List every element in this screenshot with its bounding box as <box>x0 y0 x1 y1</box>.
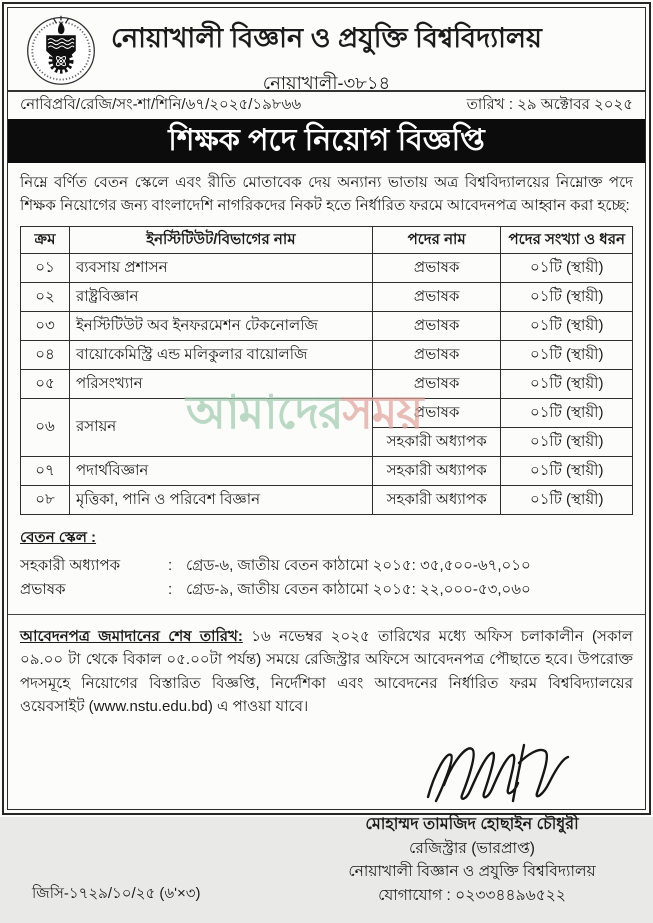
signatory-designation: রেজিস্ট্রার (ভারপ্রাপ্ত) <box>409 840 535 857</box>
salary-separator: : <box>168 557 173 574</box>
positions-table <box>20 226 633 515</box>
salary-label: প্রভাষক <box>20 581 66 598</box>
table-row <box>21 457 633 486</box>
row-count: ০১টি (স্থায়ী) <box>501 370 633 399</box>
notice-date: তারিখ : ২৯ অক্টোবর ২০২৫ <box>466 96 633 113</box>
row-serial: ০৩ <box>21 312 70 341</box>
col-header-count: পদের সংখ্যা ও ধরন <box>501 227 633 254</box>
row-post: প্রভাষক <box>372 399 501 428</box>
section-divider <box>8 614 645 615</box>
row-serial: ০৪ <box>21 341 70 370</box>
logo-initials-right: TU <box>66 29 74 36</box>
table-header-row <box>21 227 633 254</box>
table-row <box>21 312 633 341</box>
row-department: বায়োকেমিস্ট্রি এন্ড মলিকুলার বায়োলজি <box>69 341 372 370</box>
salary-value: গ্রেড-৯, জাতীয় বেতন কাঠামো ২০১৫: ২২,০০০-৫৩,০৬০ <box>186 581 531 598</box>
row-post: প্রভাষক <box>372 283 501 312</box>
logo-initials-left: NS <box>48 29 56 36</box>
nstu-seal-logo <box>24 13 98 87</box>
row-count: ০১টি (স্থায়ী) <box>501 486 633 515</box>
row-department: রসায়ন <box>69 399 372 457</box>
row-post: প্রভাষক <box>372 254 501 283</box>
salary-scale-heading: বেতন স্কেল : <box>20 529 97 546</box>
deadline-paragraph <box>20 625 633 718</box>
deadline-body: ১৬ নভেম্বর ২০২৫ তারিখের মধ্যে অফিস চলাকালীন (সকাল ০৯.০০ টা থেকে বিকাল ০৫.০০টা পর্যন্ত) সময়ে রেজিস্ট্রার অফিসে আবেদনপত্র পৌছাতে হবে। উপরোক্ত পদসমূহে নিয়োগের বিস্তারিত বিজ্ঞপ্তি, নির্দেশিকা এবং আবেদনের নির্ধারিত ফরম বিশ্ববিদ্যালয়ের ওয়েবসাইট (www.nstu.edu.bd) এ পাওয়া যাবে। <box>20 628 633 715</box>
table-row <box>21 486 633 515</box>
university-name: নোয়াখালী বিজ্ঞান ও প্রযুক্তি বিশ্ববিদ্যালয় <box>111 23 542 53</box>
row-post: প্রভাষক <box>372 341 501 370</box>
table-row <box>21 399 633 428</box>
col-header-department: ইনস্টিটিউট/বিভাগের নাম <box>69 227 372 254</box>
watermark-part2: সময় <box>342 386 423 438</box>
col-header-post: পদের নাম <box>372 227 501 254</box>
signatory-name: মোহাম্মদ তামজিদ হোছাইন চৌধুরী <box>365 816 579 833</box>
row-count: ০১টি (স্থায়ী) <box>501 312 633 341</box>
row-post: সহকারী অধ্যাপক <box>372 428 501 457</box>
row-count: ০১টি (স্থায়ী) <box>501 283 633 312</box>
salary-separator: : <box>168 581 173 598</box>
university-address: নোয়াখালী-৩৮১৪ <box>262 73 391 93</box>
row-count: ০১টি (স্থায়ী) <box>501 428 633 457</box>
row-count: ০১টি (স্থায়ী) <box>501 457 633 486</box>
signatory-contact: যোগাযোগ : ০২৩৩৪৪৯৬৫২২ <box>378 886 566 904</box>
row-department: পরিসংখ্যান <box>69 370 372 399</box>
row-serial: ০৫ <box>21 370 70 399</box>
row-count: ০১টি (স্থায়ী) <box>501 399 633 428</box>
row-count: ০১টি (স্থায়ী) <box>501 341 633 370</box>
row-serial: ০৬ <box>21 399 70 457</box>
row-serial: ০২ <box>21 283 70 312</box>
deadline-lead: আবেদনপত্র জমাদানের শেষ তারিখ: <box>20 628 243 645</box>
row-department: রাষ্ট্রবিজ্ঞান <box>69 283 372 312</box>
row-department: ইনস্টিটিউট অব ইনফরমেশন টেকনোলজি <box>69 312 372 341</box>
row-department: মৃত্তিকা, পানি ও পরিবেশ বিজ্ঞান <box>69 486 372 515</box>
salary-value: গ্রেড-৬, জাতীয় বেতন কাঠামো ২০১৫: ৩৫,৫০০-৬৭,০১০ <box>186 557 531 574</box>
outer-frame <box>2 2 651 904</box>
notice-body <box>8 172 645 923</box>
notice-title-banner <box>8 119 645 163</box>
watermark-part1: আমাদের <box>186 386 343 438</box>
table-row <box>21 254 633 283</box>
memo-number: নোবিপ্রবি/রেজি/সং-শা/শিনি/৬৭/২০২৫/১৯৮৬৬ <box>20 96 302 113</box>
row-serial: ০১ <box>21 254 70 283</box>
salary-line <box>20 554 633 578</box>
table-row <box>21 370 633 399</box>
table-row <box>21 341 633 370</box>
salary-line <box>20 578 633 602</box>
row-post: প্রভাষক <box>372 312 501 341</box>
signatory-block <box>317 813 627 907</box>
footer-section <box>20 733 633 923</box>
letterhead <box>8 8 645 92</box>
row-serial: ০৮ <box>21 486 70 515</box>
row-serial: ০৭ <box>21 457 70 486</box>
intro-paragraph: নিম্নে বর্ণিত বেতন স্কেলে এবং রীতি মোতাবেক দেয় অন্যান্য ভাতায় অত্র বিশ্ববিদ্যালয়ের নিম্নোক্ত পদে শিক্ষক নিয়োগের জন্য বাংলাদেশি নাগরিকদের নিকট হতে নির্ধারিত ফরমে আবেদনপত্র আহ্বান করা হচ্ছে: <box>20 174 633 214</box>
salary-scale-section <box>20 526 633 602</box>
row-post: প্রভাষক <box>372 370 501 399</box>
row-post: সহকারী অধ্যাপক <box>372 457 501 486</box>
salary-label: সহকারী অধ্যাপক <box>20 557 121 574</box>
row-post: সহকারী অধ্যাপক <box>372 486 501 515</box>
notice-title: শিক্ষক পদে নিয়োগ বিজ্ঞপ্তি <box>168 123 485 157</box>
print-reference-note: জিসি-১৭২৯/১০/২৫ (৬ʹ×৩) <box>32 885 201 902</box>
row-department: পদার্থবিজ্ঞান <box>69 457 372 486</box>
inner-frame <box>7 7 646 904</box>
signatory-organization: নোয়াখালী বিজ্ঞান ও প্রযুক্তি বিশ্ববিদ্যালয় <box>348 863 596 881</box>
row-count: ০১টি (স্থায়ী) <box>501 254 633 283</box>
table-row <box>21 283 633 312</box>
col-header-serial: ক্রম <box>21 227 70 254</box>
registrar-signature <box>418 733 578 813</box>
row-department: ব্যবসায় প্রশাসন <box>69 254 372 283</box>
